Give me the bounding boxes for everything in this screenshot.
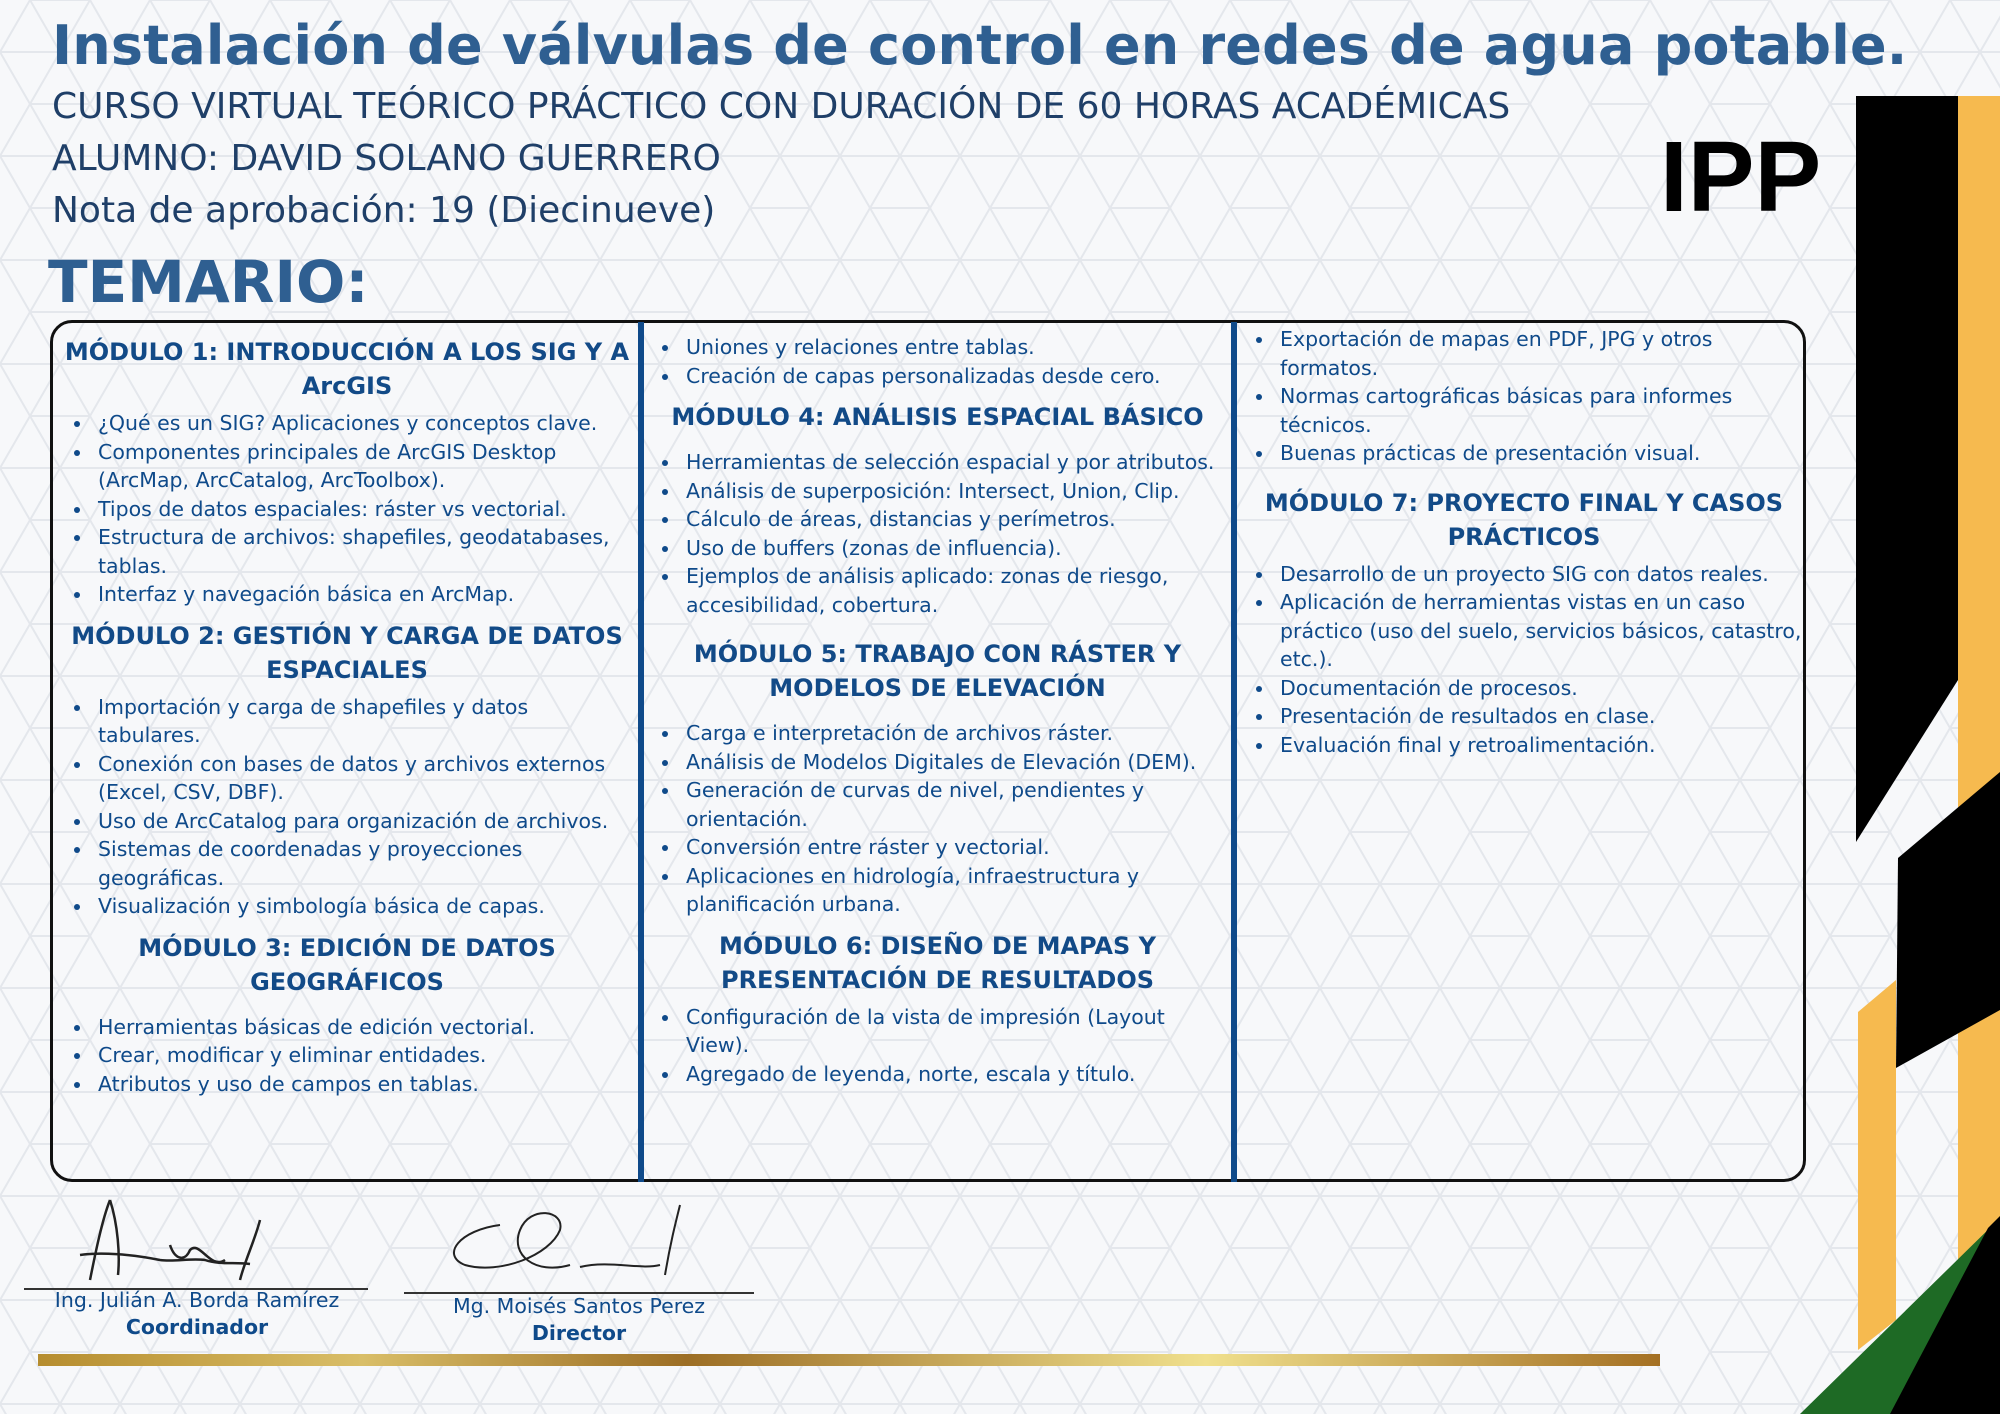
list-item: Generación de curvas de nivel, pendientes y orientación.	[686, 776, 1225, 833]
ipp-logo: IPP	[1660, 121, 1822, 233]
list-item: Importación y carga de shapefiles y datos tabulares.	[98, 693, 632, 750]
section-title: TEMARIO:	[48, 248, 369, 316]
list-item: Atributos y uso de campos en tablas.	[98, 1070, 632, 1099]
student-name: ALUMNO: DAVID SOLANO GUERRERO	[52, 138, 721, 179]
syllabus-column-3	[1244, 325, 1804, 759]
syllabus-column-1	[62, 325, 632, 1098]
list-item: Componentes principales de ArcGIS Desktop (ArcMap, ArcCatalog, ArcToolbox).	[98, 438, 632, 495]
list-item: Herramientas de selección espacial y por atributos.	[686, 448, 1225, 477]
grade: Nota de aprobación: 19 (Diecinueve)	[52, 190, 716, 231]
module-list	[62, 1013, 632, 1099]
signer-name: Mg. Moisés Santos Perez	[452, 1294, 706, 1318]
module-title: MÓDULO 3: EDICIÓN DE DATOS GEOGRÁFICOS	[138, 933, 556, 996]
module-title: MÓDULO 5: TRABAJO CON RÁSTER Y MODELOS DE ELEVACIÓN	[693, 640, 1182, 702]
signature-block-director	[404, 1293, 754, 1347]
module-list	[650, 719, 1225, 919]
list-item: Uniones y relaciones entre tablas.	[686, 333, 1225, 362]
list-item: Documentación de procesos.	[1280, 674, 1804, 703]
list-item: Aplicación de herramientas vistas en un caso práctico (uso del suelo, servicios básicos, catastro, etc.).	[1280, 588, 1804, 674]
module-list	[62, 693, 632, 921]
module-list	[650, 1003, 1225, 1089]
list-item: Visualización y simbología básica de capas.	[98, 892, 632, 921]
list-item: Buenas prácticas de presentación visual.	[1280, 439, 1804, 468]
list-item: Conversión entre ráster y vectorial.	[686, 833, 1225, 862]
list-item: Análisis de Modelos Digitales de Elevación (DEM).	[686, 748, 1225, 777]
module-title: MÓDULO 4: ANÁLISIS ESPACIAL BÁSICO	[671, 403, 1204, 431]
module-title: MÓDULO 1: INTRODUCCIÓN A LOS SIG Y A ArcGIS	[64, 338, 630, 400]
module-title: MÓDULO 2: GESTIÓN Y CARGA DE DATOS ESPACIALES	[71, 621, 623, 684]
module-title: MÓDULO 7: PROYECTO FINAL Y CASOS PRÁCTICOS	[1264, 488, 1784, 551]
list-item: ¿Qué es un SIG? Aplicaciones y conceptos clave.	[98, 409, 632, 438]
gold-bar	[38, 1354, 1660, 1366]
list-item: Cálculo de áreas, distancias y perímetros.	[686, 505, 1225, 534]
list-item: Uso de buffers (zonas de influencia).	[686, 534, 1225, 563]
signer-role: Coordinador	[125, 1315, 269, 1339]
module-title: MÓDULO 6: DISEÑO DE MAPAS Y PRESENTACIÓN DE RESULTADOS	[718, 931, 1157, 994]
column-divider	[638, 322, 644, 1182]
list-item: Desarrollo de un proyecto SIG con datos reales.	[1280, 560, 1804, 589]
module-list	[1244, 560, 1804, 760]
list-item: Carga e interpretación de archivos ráster.	[686, 719, 1225, 748]
list-item: Interfaz y navegación básica en ArcMap.	[98, 580, 632, 609]
module-list	[650, 333, 1225, 390]
list-item: Sistemas de coordenadas y proyecciones geográficas.	[98, 835, 632, 892]
list-item: Presentación de resultados en clase.	[1280, 702, 1804, 731]
module-list	[650, 448, 1225, 619]
signer-role: Director	[531, 1321, 627, 1345]
list-item: Estructura de archivos: shapefiles, geodatabases, tablas.	[98, 523, 632, 580]
module-list	[62, 409, 632, 609]
list-item: Normas cartográficas básicas para informes técnicos.	[1280, 382, 1804, 439]
list-item: Herramientas básicas de edición vectorial.	[98, 1013, 632, 1042]
column-divider	[1231, 322, 1237, 1182]
list-item: Análisis de superposición: Intersect, Union, Clip.	[686, 477, 1225, 506]
list-item: Ejemplos de análisis aplicado: zonas de riesgo, accesibilidad, cobertura.	[686, 562, 1225, 619]
list-item: Configuración de la vista de impresión (Layout View).	[686, 1003, 1225, 1060]
list-item: Uso de ArcCatalog para organización de archivos.	[98, 807, 632, 836]
signer-name: Ing. Julián A. Borda Ramírez	[54, 1288, 340, 1312]
list-item: Crear, modificar y eliminar entidades.	[98, 1041, 632, 1070]
module-list	[1244, 325, 1804, 468]
list-item: Aplicaciones en hidrología, infraestructura y planificación urbana.	[686, 862, 1225, 919]
list-item: Conexión con bases de datos y archivos externos (Excel, CSV, DBF).	[98, 750, 632, 807]
list-item: Evaluación final y retroalimentación.	[1280, 731, 1804, 760]
page-title: Instalación de válvulas de control en redes de agua potable.	[52, 14, 1908, 77]
syllabus-column-2	[650, 325, 1225, 1088]
signature-coordinator	[60, 1180, 340, 1290]
signature-director	[420, 1185, 720, 1295]
course-description: CURSO VIRTUAL TEÓRICO PRÁCTICO CON DURACIÓN DE 60 HORAS ACADÉMICAS	[52, 86, 1511, 127]
signature-block-coordinator	[24, 1287, 370, 1341]
list-item: Agregado de leyenda, norte, escala y título.	[686, 1060, 1225, 1089]
list-item: Creación de capas personalizadas desde cero.	[686, 362, 1225, 391]
list-item: Exportación de mapas en PDF, JPG y otros formatos.	[1280, 325, 1804, 382]
list-item: Tipos de datos espaciales: ráster vs vectorial.	[98, 495, 632, 524]
